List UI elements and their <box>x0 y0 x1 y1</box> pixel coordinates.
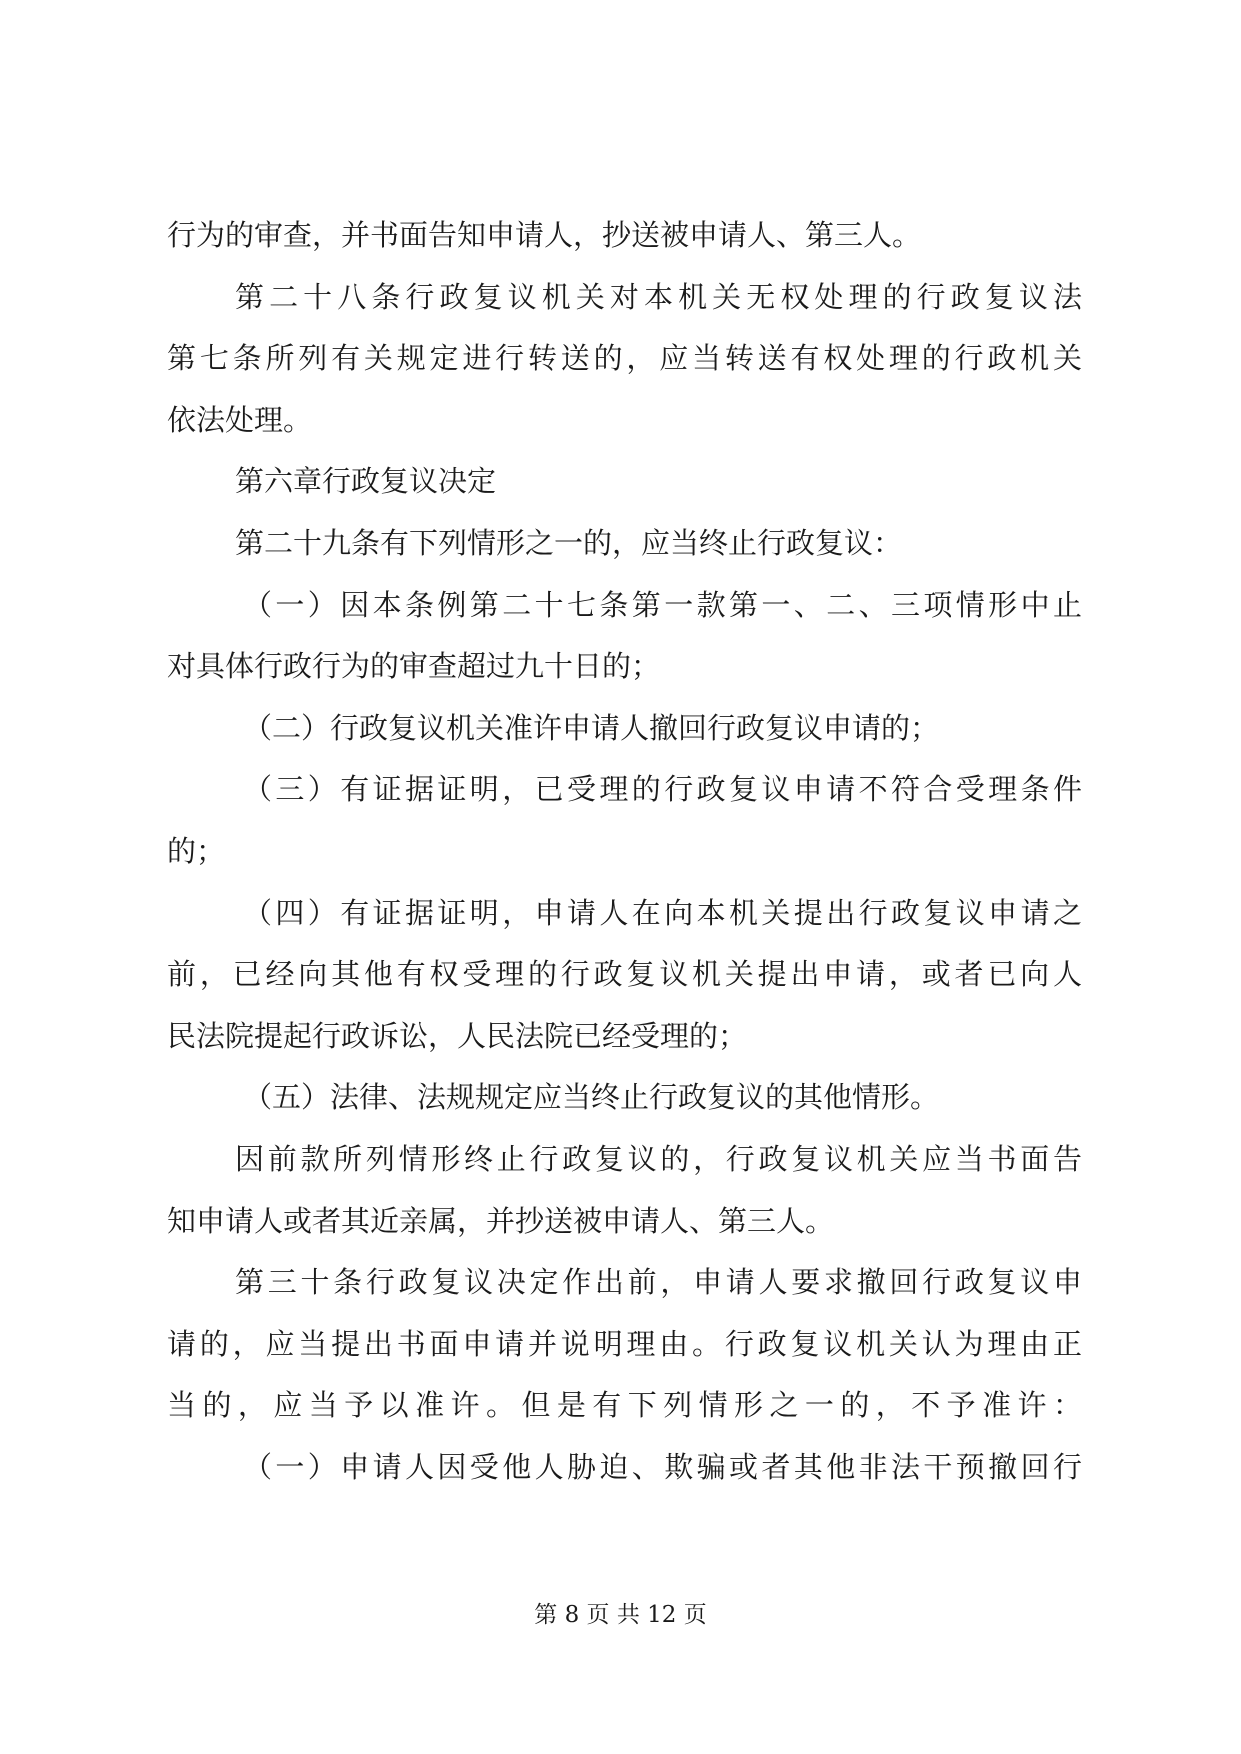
text-line: 第二十九条有下列情形之一的，应当终止行政复议： <box>235 525 903 560</box>
text-line: 请的，应当提出书面申请并说明理由。行政复议机关认为理由正 <box>167 1326 1082 1361</box>
text-line: 第七条所列有关规定进行转送的，应当转送有权处理的行政机关 <box>167 341 1082 376</box>
text-line: 前，已经向其他有权受理的行政复议机关提出申请，或者已向人 <box>167 957 1082 992</box>
text-line: （四）有证据证明，申请人在向本机关提出行政复议申请之 <box>243 895 1082 930</box>
text-line: 民法院提起行政诉讼，人民法院已经受理的； <box>167 1018 748 1053</box>
text-line: （五）法律、法规规定应当终止行政复议的其他情形。 <box>243 1080 940 1115</box>
text-line: 因前款所列情形终止行政复议的，行政复议机关应当书面告 <box>235 1141 1082 1176</box>
body-text <box>167 205 1082 1498</box>
text-line: （三）有证据证明，已受理的行政复议申请不符合受理条件 <box>243 772 1082 807</box>
page-number-footer: 第 8 页 共 12 页 <box>534 1602 707 1628</box>
text-line: （二）行政复议机关准许申请人撤回行政复议申请的； <box>243 710 940 745</box>
text-line: 依法处理。 <box>167 402 313 437</box>
text-line: （一）申请人因受他人胁迫、欺骗或者其他非法干预撤回行 <box>243 1449 1082 1484</box>
text-line: 知申请人或者其近亲属，并抄送被申请人、第三人。 <box>167 1203 835 1238</box>
text-line: 的； <box>167 833 226 868</box>
text-line: 对具体行政行为的审查超过九十日的； <box>167 649 661 684</box>
text-line: 行为的审查，并书面告知申请人，抄送被申请人、第三人。 <box>167 218 922 252</box>
text-line: （一）因本条例第二十七条第一款第一、二、三项情形中止 <box>243 587 1082 622</box>
text-line: 当的，应当予以准许。但是有下列情形之一的，不予准许： <box>167 1388 1082 1423</box>
text-line: 第二十八条行政复议机关对本机关无权处理的行政复议法 <box>235 279 1082 314</box>
text-line: 第三十条行政复议决定作出前，申请人要求撤回行政复议申 <box>235 1265 1082 1300</box>
chapter-heading: 第六章行政复议决定 <box>235 464 497 499</box>
